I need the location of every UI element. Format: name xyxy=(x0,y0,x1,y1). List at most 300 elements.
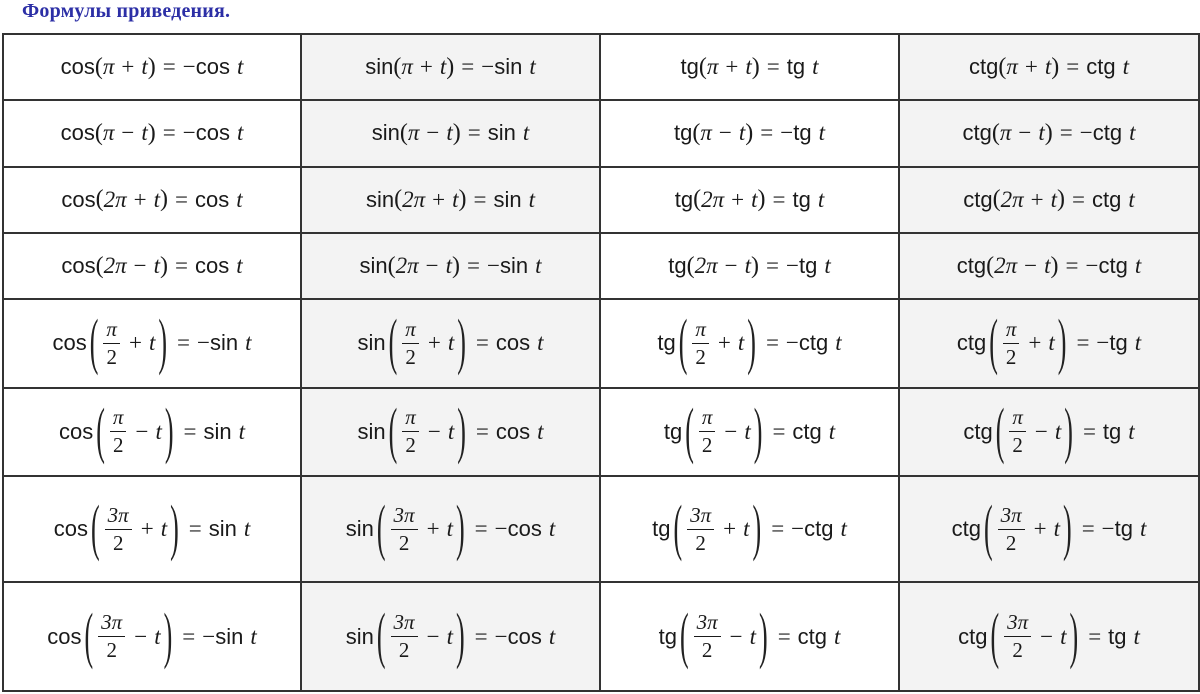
function-name: cos xyxy=(59,418,94,444)
variable-t: t xyxy=(537,418,544,444)
result-function-name: tg xyxy=(786,54,806,80)
result-function-name: ctg xyxy=(797,623,828,649)
fraction-numerator: π xyxy=(405,405,416,430)
formula-cell xyxy=(301,476,600,582)
formula-expression xyxy=(663,395,836,466)
formula-cell xyxy=(301,100,600,166)
variable-t: t xyxy=(828,418,836,444)
fraction xyxy=(692,316,709,369)
fraction-denominator: 2 xyxy=(398,638,410,663)
open-paren: ( xyxy=(998,53,1007,80)
open-paren: ( xyxy=(995,395,1005,466)
open-paren: ( xyxy=(678,307,688,377)
variable-t: t xyxy=(738,120,746,146)
sign-operator: − xyxy=(425,253,439,279)
negative-sign: − xyxy=(1101,516,1115,542)
variable-t: t xyxy=(160,516,168,542)
close-paren: ) xyxy=(452,119,461,146)
fraction xyxy=(687,502,714,555)
formula-cell xyxy=(899,476,1199,582)
formula-expression xyxy=(668,253,830,280)
negative-sign: − xyxy=(786,253,799,279)
equals-sign: = xyxy=(474,516,488,542)
equals-sign: = xyxy=(474,623,488,649)
variable-t: t xyxy=(153,186,161,212)
sign-operator: − xyxy=(718,120,732,146)
formula-cell xyxy=(3,582,301,691)
variable-t: t xyxy=(148,330,156,356)
close-paren: ) xyxy=(751,53,760,80)
sign-operator: + xyxy=(1030,186,1044,212)
equals-sign: = xyxy=(467,253,480,279)
open-paren: ( xyxy=(387,252,396,279)
variable-t: t xyxy=(1050,186,1058,212)
sign-operator: − xyxy=(427,418,441,444)
variable-t: t xyxy=(824,253,831,279)
formula-cell xyxy=(899,388,1199,476)
close-paren: ) xyxy=(455,493,465,563)
sign-operator: − xyxy=(135,418,149,444)
table-row xyxy=(3,233,1199,299)
open-paren: ( xyxy=(983,493,993,563)
result-function-name: sin xyxy=(208,516,237,542)
result-function-name: cos xyxy=(507,516,542,542)
result-function-name: sin xyxy=(209,330,239,356)
variable-t: t xyxy=(1054,418,1062,444)
close-paren: ) xyxy=(147,119,156,146)
sign-operator: + xyxy=(121,54,135,80)
formula-expression xyxy=(53,493,251,563)
fraction-denominator: 2 xyxy=(695,344,706,369)
close-paren: ) xyxy=(1044,119,1053,146)
fraction xyxy=(1003,316,1020,369)
variable-t: t xyxy=(447,330,455,356)
function-name: tg xyxy=(658,623,677,649)
close-paren: ) xyxy=(452,252,461,279)
equals-sign: = xyxy=(1066,54,1080,80)
formula-expression xyxy=(345,493,556,563)
variable-t: t xyxy=(154,623,161,649)
equals-sign: = xyxy=(1082,418,1096,444)
result-function-name: ctg xyxy=(792,418,822,444)
formula-expression xyxy=(372,120,530,147)
function-name: tg xyxy=(657,330,676,356)
function-name: ctg xyxy=(951,516,981,542)
formula-expression xyxy=(958,600,1140,671)
function-name: ctg xyxy=(963,418,993,444)
formula-expression xyxy=(963,395,1135,466)
argument-angle: π xyxy=(102,120,115,146)
sign-operator: − xyxy=(133,253,147,279)
fraction-denominator: 2 xyxy=(112,433,124,458)
variable-t: t xyxy=(749,623,757,649)
close-paren: ) xyxy=(160,186,169,213)
function-name: tg xyxy=(674,186,694,212)
close-paren: ) xyxy=(1064,395,1073,466)
variable-t: t xyxy=(141,120,148,146)
close-paren: ) xyxy=(455,600,465,671)
result-function-name: tg xyxy=(1114,516,1134,542)
variable-t: t xyxy=(236,186,243,212)
sign-operator: + xyxy=(731,186,745,212)
sign-operator: − xyxy=(1024,253,1038,279)
variable-t: t xyxy=(236,253,243,279)
formula-table-body xyxy=(3,34,1199,691)
function-name: sin xyxy=(345,623,374,649)
equals-sign: = xyxy=(777,623,791,649)
argument-angle: π xyxy=(999,120,1012,146)
close-paren: ) xyxy=(457,307,466,377)
formula-cell xyxy=(301,299,600,387)
fraction-denominator: 2 xyxy=(701,638,713,663)
close-paren: ) xyxy=(1050,252,1059,279)
argument-angle: 2π xyxy=(103,186,127,212)
result-function-name: cos xyxy=(495,418,531,444)
formula-cell xyxy=(600,582,899,691)
argument-angle: 2π xyxy=(395,253,419,279)
open-paren: ( xyxy=(376,600,386,671)
formula-cell xyxy=(899,167,1199,233)
variable-t: t xyxy=(1044,253,1051,279)
sign-operator: + xyxy=(426,516,440,542)
variable-t: t xyxy=(743,516,750,542)
close-paren: ) xyxy=(164,395,174,466)
sign-operator: + xyxy=(1024,54,1038,80)
equals-sign: = xyxy=(475,330,489,356)
variable-t: t xyxy=(1038,120,1045,146)
variable-t: t xyxy=(840,516,847,542)
fraction-denominator: 2 xyxy=(695,530,706,555)
close-paren: ) xyxy=(759,600,768,671)
result-function-name: sin xyxy=(493,186,522,212)
open-paren: ( xyxy=(94,119,103,146)
close-paren: ) xyxy=(458,186,467,213)
fraction-numerator: π xyxy=(1005,316,1017,341)
function-name: sin xyxy=(357,330,386,356)
result-function-name: cos xyxy=(195,120,230,146)
function-name: ctg xyxy=(962,120,992,146)
formula-cell xyxy=(3,100,301,166)
result-function-name: ctg xyxy=(804,516,834,542)
function-name: sin xyxy=(371,120,400,146)
fraction xyxy=(105,502,132,555)
equals-sign: = xyxy=(475,418,489,444)
table-row xyxy=(3,100,1199,166)
variable-t: t xyxy=(452,186,459,212)
formula-expression xyxy=(357,307,544,377)
close-paren: ) xyxy=(147,53,156,80)
sign-operator: − xyxy=(426,623,440,649)
formula-expression xyxy=(963,186,1135,213)
variable-t: t xyxy=(812,54,819,80)
formula-cell xyxy=(899,233,1199,299)
fraction xyxy=(103,316,120,369)
open-paren: ( xyxy=(95,186,104,213)
argument-angle: π xyxy=(407,120,420,146)
formula-cell xyxy=(899,100,1199,166)
page-title: Формулы приведения. xyxy=(22,0,231,22)
formula-expression xyxy=(652,493,847,563)
result-function-name: tg xyxy=(1108,623,1127,649)
variable-t: t xyxy=(250,623,257,649)
function-name: sin xyxy=(365,54,394,80)
formula-expression xyxy=(657,307,842,377)
function-name: cos xyxy=(61,253,96,279)
formula-cell xyxy=(600,388,899,476)
formula-cell xyxy=(600,100,899,166)
fraction-numerator: π xyxy=(112,405,124,430)
variable-t: t xyxy=(1133,623,1140,649)
reduction-formulas-table xyxy=(2,33,1200,692)
formula-cell xyxy=(600,233,899,299)
open-paren: ( xyxy=(698,53,707,80)
open-paren: ( xyxy=(96,395,105,466)
variable-t: t xyxy=(1129,120,1136,146)
variable-t: t xyxy=(245,330,252,356)
result-function-name: tg xyxy=(798,253,818,279)
variable-t: t xyxy=(1053,516,1061,542)
table-row xyxy=(3,167,1199,233)
close-paren: ) xyxy=(753,395,763,466)
formula-expression xyxy=(61,253,242,280)
sign-operator: + xyxy=(1033,516,1047,542)
fraction-numerator: 3π xyxy=(107,502,129,527)
formula-expression xyxy=(61,54,244,81)
formula-expression xyxy=(59,395,245,466)
fraction-denominator: 2 xyxy=(701,433,713,458)
variable-t: t xyxy=(751,186,758,212)
formula-cell xyxy=(3,476,301,582)
variable-t: t xyxy=(834,623,841,649)
negative-sign: − xyxy=(202,623,216,649)
variable-t: t xyxy=(155,418,162,444)
table-row xyxy=(3,34,1199,100)
formula-cell xyxy=(600,34,899,100)
variable-t: t xyxy=(447,418,455,444)
sign-operator: − xyxy=(121,120,135,146)
variable-t: t xyxy=(818,120,825,146)
variable-t: t xyxy=(446,623,453,649)
formula-expression xyxy=(365,54,536,81)
equals-sign: = xyxy=(183,418,197,444)
formula-expression xyxy=(957,253,1141,280)
sign-operator: − xyxy=(134,623,148,649)
equals-sign: = xyxy=(182,623,196,649)
variable-t: t xyxy=(528,186,536,212)
argument-angle: π xyxy=(1006,54,1018,80)
fraction-denominator: 2 xyxy=(398,530,410,555)
variable-t: t xyxy=(446,516,453,542)
variable-t: t xyxy=(439,54,447,80)
negative-sign: − xyxy=(1085,253,1099,279)
open-paren: ( xyxy=(673,493,683,563)
fraction xyxy=(1004,612,1031,661)
fraction-numerator: 3π xyxy=(1000,502,1022,527)
formula-expression xyxy=(52,307,252,377)
close-paren: ) xyxy=(1057,186,1066,213)
fraction xyxy=(402,316,419,369)
variable-t: t xyxy=(243,516,251,542)
sign-operator: − xyxy=(724,418,738,444)
result-function-name: tg xyxy=(1109,330,1128,356)
variable-t: t xyxy=(548,516,556,542)
variable-t: t xyxy=(141,54,148,80)
open-paren: ( xyxy=(990,600,1000,671)
equals-sign: = xyxy=(175,186,188,212)
close-paren: ) xyxy=(163,600,173,671)
fraction-denominator: 2 xyxy=(1005,344,1017,369)
result-function-name: ctg xyxy=(1098,253,1128,279)
argument-angle: 2π xyxy=(103,253,127,279)
close-paren: ) xyxy=(751,252,760,279)
open-paren: ( xyxy=(394,186,403,213)
close-paren: ) xyxy=(160,252,169,279)
result-function-name: ctg xyxy=(798,330,829,356)
formula-cell xyxy=(3,167,301,233)
fraction-numerator: 3π xyxy=(690,502,712,527)
fraction xyxy=(402,407,419,456)
result-function-name: ctg xyxy=(1092,120,1123,146)
formula-expression xyxy=(359,253,541,280)
sign-operator: − xyxy=(1034,418,1048,444)
equals-sign: = xyxy=(772,186,786,212)
sign-operator: − xyxy=(724,253,738,279)
variable-t: t xyxy=(236,120,244,146)
function-name: tg xyxy=(668,253,687,279)
fraction-denominator: 2 xyxy=(106,344,117,369)
negative-sign: − xyxy=(182,54,196,80)
negative-sign: − xyxy=(196,330,210,356)
negative-sign: − xyxy=(487,253,500,279)
result-function-name: sin xyxy=(487,120,516,146)
open-paren: ( xyxy=(679,600,689,671)
equals-sign: = xyxy=(177,330,190,356)
fraction-numerator: 3π xyxy=(393,502,415,527)
formula-cell xyxy=(3,34,301,100)
close-paren: ) xyxy=(747,307,756,377)
argument-angle: 2π xyxy=(701,186,725,212)
result-function-name: cos xyxy=(507,623,542,649)
variable-t: t xyxy=(535,253,542,279)
sign-operator: + xyxy=(427,330,441,356)
formula-cell xyxy=(600,476,899,582)
result-function-name: ctg xyxy=(1092,186,1122,212)
close-paren: ) xyxy=(446,53,455,80)
formula-cell xyxy=(899,34,1199,100)
negative-sign: − xyxy=(481,54,495,80)
sign-operator: − xyxy=(729,623,743,649)
fraction-denominator: 2 xyxy=(1005,530,1017,555)
close-paren: ) xyxy=(1051,53,1060,80)
function-name: ctg xyxy=(963,186,993,212)
formula-expression xyxy=(675,186,825,213)
variable-t: t xyxy=(522,120,530,146)
function-name: cos xyxy=(61,186,96,212)
variable-t: t xyxy=(745,54,752,80)
formula-expression xyxy=(969,54,1129,81)
fraction xyxy=(694,612,721,661)
formula-expression xyxy=(674,120,825,147)
fraction-denominator: 2 xyxy=(106,638,117,663)
function-name: cos xyxy=(47,623,82,649)
result-function-name: sin xyxy=(499,253,529,279)
fraction-numerator: 3π xyxy=(101,610,123,635)
formula-expression xyxy=(956,307,1142,377)
close-paren: ) xyxy=(1063,493,1072,563)
equals-sign: = xyxy=(766,54,780,80)
equals-sign: = xyxy=(772,418,786,444)
function-name: cos xyxy=(53,516,88,542)
sign-operator: + xyxy=(419,54,433,80)
open-paren: ( xyxy=(399,119,408,146)
equals-sign: = xyxy=(1065,253,1079,279)
formula-expression xyxy=(357,395,544,466)
open-paren: ( xyxy=(95,252,104,279)
result-function-name: cos xyxy=(195,54,230,80)
fraction-numerator: π xyxy=(695,316,706,341)
variable-t: t xyxy=(835,330,842,356)
table-row xyxy=(3,582,1199,691)
equals-sign: = xyxy=(1076,330,1090,356)
variable-t: t xyxy=(529,54,536,80)
formula-expression xyxy=(366,186,535,213)
result-function-name: tg xyxy=(793,120,812,146)
equals-sign: = xyxy=(162,120,176,146)
sign-operator: − xyxy=(1018,120,1032,146)
argument-angle: 2π xyxy=(1000,186,1024,212)
fraction xyxy=(1009,407,1026,456)
variable-t: t xyxy=(1048,330,1055,356)
variable-t: t xyxy=(744,418,751,444)
variable-t: t xyxy=(445,253,453,279)
argument-angle: π xyxy=(706,54,719,80)
formula-expression xyxy=(61,120,244,147)
close-paren: ) xyxy=(1069,600,1079,671)
open-paren: ( xyxy=(84,600,94,671)
function-name: ctg xyxy=(958,623,988,649)
fraction-denominator: 2 xyxy=(405,344,416,369)
open-paren: ( xyxy=(388,395,398,466)
fraction-numerator: π xyxy=(701,405,713,430)
function-name: cos xyxy=(60,54,95,80)
variable-t: t xyxy=(236,54,244,80)
close-paren: ) xyxy=(158,307,167,377)
argument-angle: π xyxy=(401,54,413,80)
open-paren: ( xyxy=(991,119,1000,146)
formula-cell xyxy=(3,233,301,299)
formula-cell xyxy=(301,34,600,100)
negative-sign: − xyxy=(182,120,196,146)
formula-expression xyxy=(61,186,242,213)
variable-t: t xyxy=(744,253,752,279)
formula-cell xyxy=(3,388,301,476)
argument-angle: 2π xyxy=(994,253,1018,279)
function-name: cos xyxy=(52,330,87,356)
variable-t: t xyxy=(817,186,825,212)
fraction-denominator: 2 xyxy=(112,530,124,555)
open-paren: ( xyxy=(89,307,99,377)
variable-t: t xyxy=(1122,54,1129,80)
formula-cell xyxy=(899,582,1199,691)
fraction-denominator: 2 xyxy=(1012,433,1023,458)
fraction xyxy=(699,407,716,456)
sign-operator: + xyxy=(725,54,739,80)
formula-cell xyxy=(301,167,600,233)
variable-t: t xyxy=(737,330,745,356)
fraction xyxy=(391,502,418,555)
open-paren: ( xyxy=(989,307,998,377)
result-function-name: ctg xyxy=(1086,54,1116,80)
